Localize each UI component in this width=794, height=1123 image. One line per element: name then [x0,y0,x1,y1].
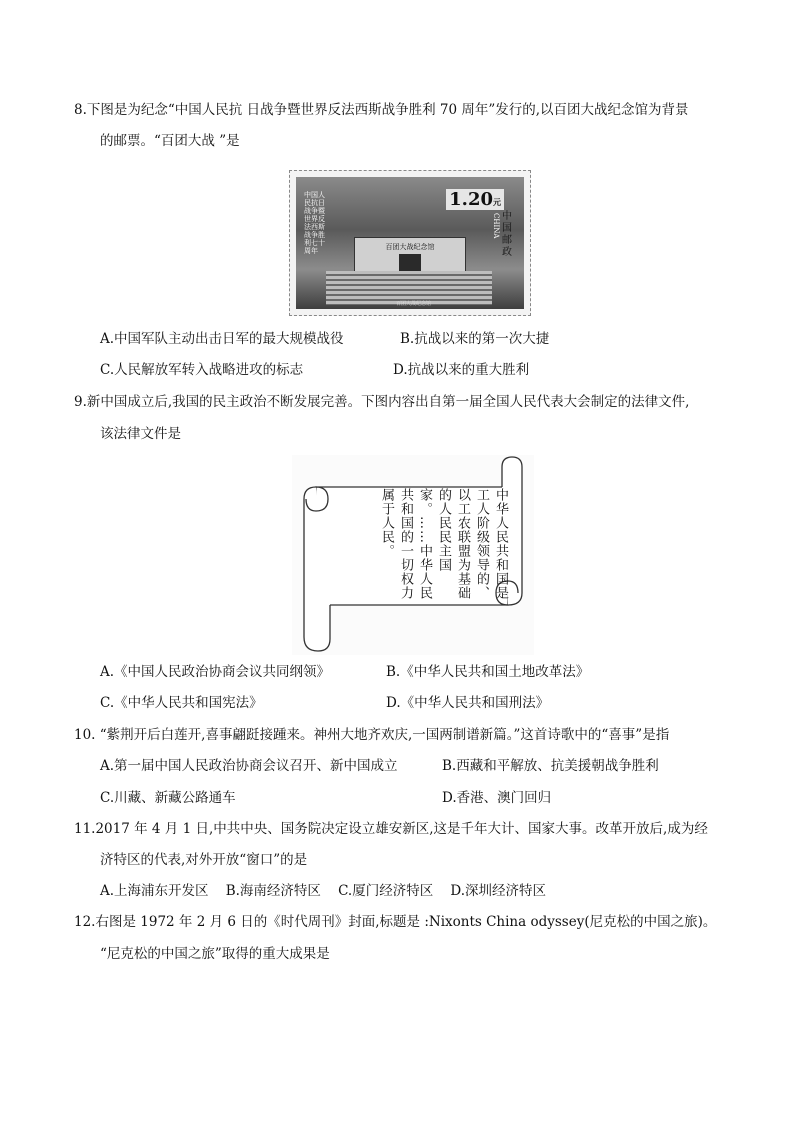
q8-option-d: D.抗战以来的重大胜利 [393,362,530,378]
q12-stem-line1: 12.右图是 1972 年 2 月 6 日的《时代周刊》封面,标题是 :Nixonts China odyssey(尼克松的中国之旅)。 [74,914,717,930]
q11-options: A.上海浦东开发区 B.海南经济特区 C.厦门经济特区 D.深圳经济特区 [100,883,547,899]
q9-stem-line2: 该法律文件是 [100,426,181,442]
scroll-constitution-text: 中华人民共和国是工人阶级领导的、以工农联盟为基础的人民民主国家。……中华人民共和国的一切权力属于人民。 [379,488,508,600]
q9-option-b: B.《中华人民共和国土地改革法》 [386,664,590,680]
stamp-country: 中国邮政 [502,211,512,258]
q10-stem: 10. “紫荆开后白莲开,喜事翩跹接踵来。神州大地齐欢庆,一国两制谱新篇。”这首诗歌中的“喜事”是指 [74,727,670,743]
q11-stem-line2: 济特区的代表,对外开放“窗口”的是 [100,852,308,868]
q8-option-a: A.中国军队主动出击日军的最大规模战役 [100,331,344,347]
q9-stem-line1: 9.新中国成立后,我国的民主政治不断发展完善。下图内容出自第一届全国人民代表大会制定的法律文件, [74,394,690,410]
q8-option-c: C.人民解放军转入战略进攻的标志 [100,362,304,378]
stamp-face-value: 1.20元 [446,189,504,210]
memorial-hall-door [399,254,421,272]
q9-option-c: C.《中华人民共和国宪法》 [100,695,263,711]
stamp-latin: CHINA [492,213,500,239]
q10-option-c: C.川藏、新藏公路通车 [100,790,236,806]
q8-stem-line2: 的邮票。“百团大战 ”是 [100,133,240,149]
q9-option-d: D.《中华人民共和国刑法》 [386,695,550,711]
stamp-caption: 百团大战纪念馆 [396,301,432,307]
scroll-image [292,455,534,655]
q8-stem-line1: 8.下图是为纪念“中国人民抗 日战争暨世界反法西斯战争胜利 70 周年”发行的,以百团大战纪念馆为背景 [74,102,689,118]
q10-option-b: B.西藏和平解放、抗美援朝战争胜利 [442,758,659,774]
memorial-hall-name: 百团大战纪念馆 [385,243,435,251]
q9-option-a: A.《中国人民政治协商会议共同纲领》 [100,664,331,680]
q12-stem-line2: “尼克松的中国之旅”取得的重大成果是 [100,946,330,962]
stamp-side-text: 中国人民抗日战争暨世界反法西斯战争胜利七十周年 [304,191,325,255]
q10-option-a: A.第一届中国人民政治协商会议召开、新中国成立 [100,758,398,774]
q8-option-b: B.抗战以来的第一次大捷 [400,331,550,347]
q10-option-d: D.香港、澳门回归 [442,790,552,806]
q11-stem-line1: 11.2017 年 4 月 1 日,中共中央、国务院决定设立雄安新区,这是千年大计、国家大事。改革开放后,成为经 [74,821,708,837]
commemorative-stamp-image [289,170,531,316]
memorial-hall-building [354,237,466,273]
